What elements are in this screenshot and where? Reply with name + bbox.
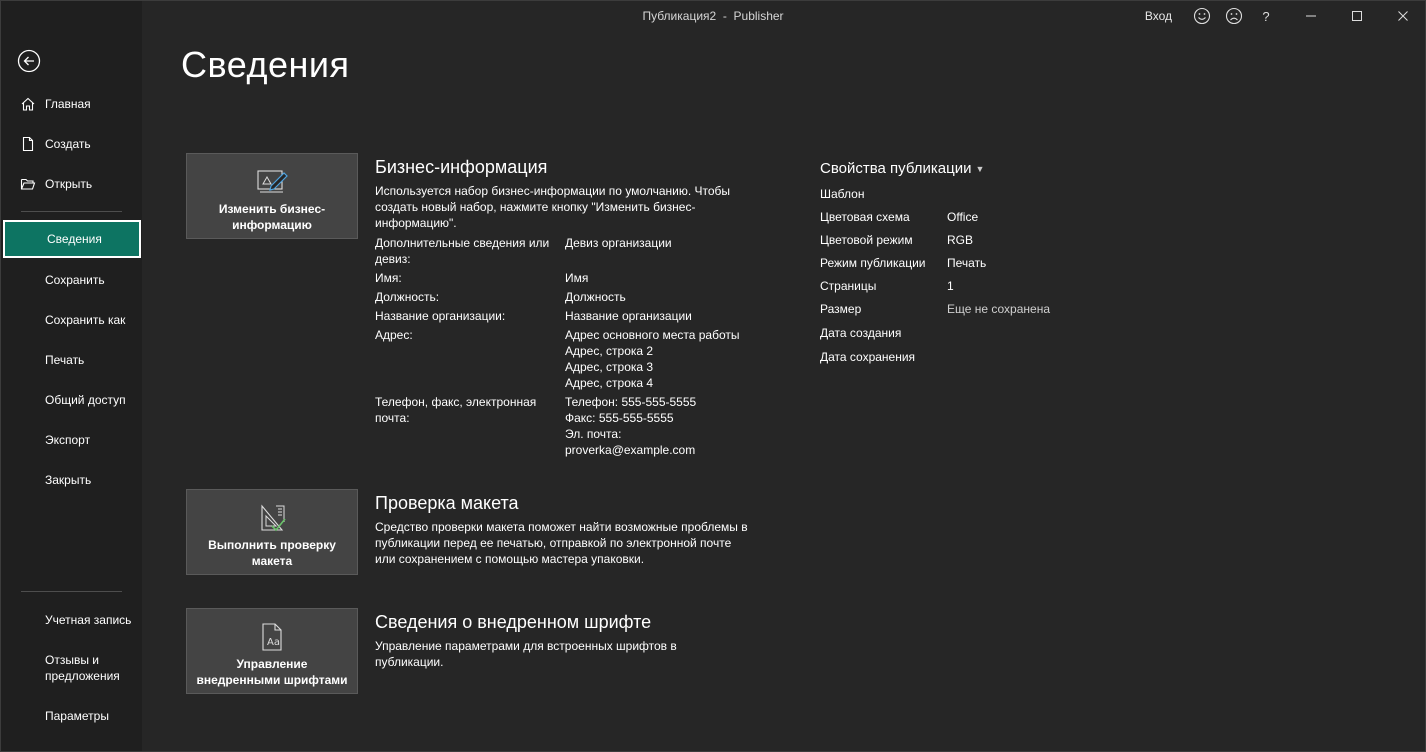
- nav-new-label: Создать: [45, 137, 91, 151]
- nav-feedback[interactable]: [1, 648, 142, 688]
- nav-save[interactable]: [1, 261, 142, 299]
- smile-feedback-icon[interactable]: [1186, 0, 1218, 32]
- business-row-value: Адрес основного места работы Адрес, строка 2 Адрес, строка 3 Адрес, строка 4: [565, 328, 740, 390]
- signin-link[interactable]: Вход: [1144, 9, 1172, 23]
- nav-save-as-label: Сохранить как: [45, 313, 126, 327]
- business-row-value: Название организации: [565, 309, 692, 323]
- nav-print-label: Печать: [45, 353, 85, 367]
- business-info-edit-icon: [255, 166, 289, 198]
- nav-feedback-label: Отзывы и предложения: [45, 653, 120, 683]
- business-info-heading: Бизнес-информация: [375, 157, 548, 177]
- back-arrow-icon[interactable]: [17, 49, 41, 73]
- nav-print[interactable]: [1, 341, 142, 379]
- business-row-value: Имя: [565, 271, 589, 285]
- nav-account[interactable]: [1, 601, 142, 639]
- business-row-value: Девиз организации: [565, 236, 672, 250]
- nav-account-label: Учетная запись: [45, 613, 132, 627]
- manage-embedded-fonts-button[interactable]: [186, 608, 358, 694]
- nav-open[interactable]: [1, 165, 142, 203]
- help-icon[interactable]: ?: [1262, 8, 1270, 24]
- embedded-fonts-description: Управление параметрами для встроенных шрифтов в публикации.: [375, 639, 677, 669]
- sidebar-divider-bottom: [21, 591, 122, 592]
- frown-feedback-icon[interactable]: [1218, 0, 1250, 32]
- nav-home-label: Главная: [45, 97, 91, 111]
- nav-open-label: Открыть: [45, 177, 93, 191]
- publication-properties-heading: Свойства публикации: [820, 160, 972, 177]
- edit-business-info-label: Изменить бизнес- информацию: [218, 202, 326, 232]
- business-row-label: Дополнительные сведения или девиз:: [375, 236, 550, 266]
- property-label: Дата сохранения: [820, 350, 916, 364]
- business-row-value: Должность: [565, 290, 626, 304]
- chevron-down-icon: ▼: [975, 163, 985, 174]
- svg-text:Aa: Aa: [267, 637, 280, 648]
- property-value: Еще не сохранена: [947, 302, 1051, 316]
- edit-business-info-button[interactable]: [186, 153, 358, 239]
- home-icon: [20, 96, 38, 112]
- property-label: Цветовая схема: [820, 210, 910, 224]
- minimize-button[interactable]: [1288, 0, 1334, 32]
- business-row-label: Название организации:: [375, 309, 506, 323]
- embedded-fonts-heading: Сведения о внедренном шрифте: [375, 612, 652, 632]
- property-label: Режим публикации: [820, 256, 926, 270]
- nav-home[interactable]: [1, 85, 142, 123]
- business-row-label: Телефон, факс, электронная почта:: [375, 395, 537, 425]
- property-value[interactable]: Office: [947, 210, 979, 224]
- design-checker-icon: [255, 502, 289, 534]
- nav-save-label: Сохранить: [45, 273, 105, 287]
- property-label: Дата создания: [820, 326, 902, 340]
- nav-options-label: Параметры: [45, 709, 109, 723]
- run-design-checker-button[interactable]: [186, 489, 358, 575]
- property-value: 1: [947, 279, 954, 293]
- business-row-label: Адрес:: [375, 328, 413, 342]
- property-label: Цветовой режим: [820, 233, 913, 247]
- close-window-button[interactable]: [1380, 0, 1426, 32]
- embedded-fonts-icon: [255, 621, 289, 653]
- backstage-sidebar: [1, 1, 142, 751]
- property-label: Страницы: [820, 279, 877, 293]
- business-row-label: Должность:: [375, 290, 440, 304]
- nav-close[interactable]: [1, 461, 142, 499]
- nav-info-label: Сведения: [47, 232, 102, 246]
- business-info-description: Используется набор бизнес-информации по умолчанию. Чтобы создать новый набор, нажмите кнопку "Изменить бизнес-информацию".: [375, 184, 731, 230]
- run-design-checker-label: Выполнить проверку макета: [208, 538, 336, 568]
- sidebar-divider: [21, 211, 122, 212]
- manage-embedded-fonts-label: Управление внедренными шрифтами: [196, 657, 348, 687]
- new-document-icon: [20, 136, 38, 152]
- titlebar-controls: [1145, 0, 1426, 32]
- property-label: Размер: [820, 302, 862, 316]
- nav-close-label: Закрыть: [45, 473, 92, 487]
- nav-options[interactable]: [1, 697, 142, 735]
- property-value[interactable]: Печать: [947, 256, 987, 270]
- nav-export-label: Экспорт: [45, 433, 91, 447]
- nav-save-as[interactable]: [1, 301, 142, 339]
- property-label: Шаблон: [820, 187, 865, 201]
- nav-share-label: Общий доступ: [45, 393, 126, 407]
- window-title: Публикация2 - Publisher: [642, 9, 784, 23]
- property-value[interactable]: RGB: [947, 233, 974, 247]
- nav-export[interactable]: [1, 421, 142, 459]
- nav-info[interactable]: [3, 220, 141, 258]
- nav-new[interactable]: [1, 125, 142, 163]
- page-title: Сведения: [181, 44, 350, 85]
- maximize-button[interactable]: [1334, 0, 1380, 32]
- design-checker-heading: Проверка макета: [375, 493, 519, 513]
- folder-icon: [20, 176, 38, 192]
- business-row-value: Телефон: 555-555-5555 Факс: 555-555-5555 Эл. почта: proverka@example.com: [565, 395, 697, 457]
- nav-share[interactable]: [1, 381, 142, 419]
- business-row-label: Имя:: [375, 271, 402, 285]
- design-checker-description: Средство проверки макета поможет найти возможные проблемы в публикации перед ее печатью, отправкой по электронной почте или сохранением с помощью мастера упаковки.: [375, 520, 748, 566]
- publication-properties-dropdown[interactable]: [820, 160, 984, 177]
